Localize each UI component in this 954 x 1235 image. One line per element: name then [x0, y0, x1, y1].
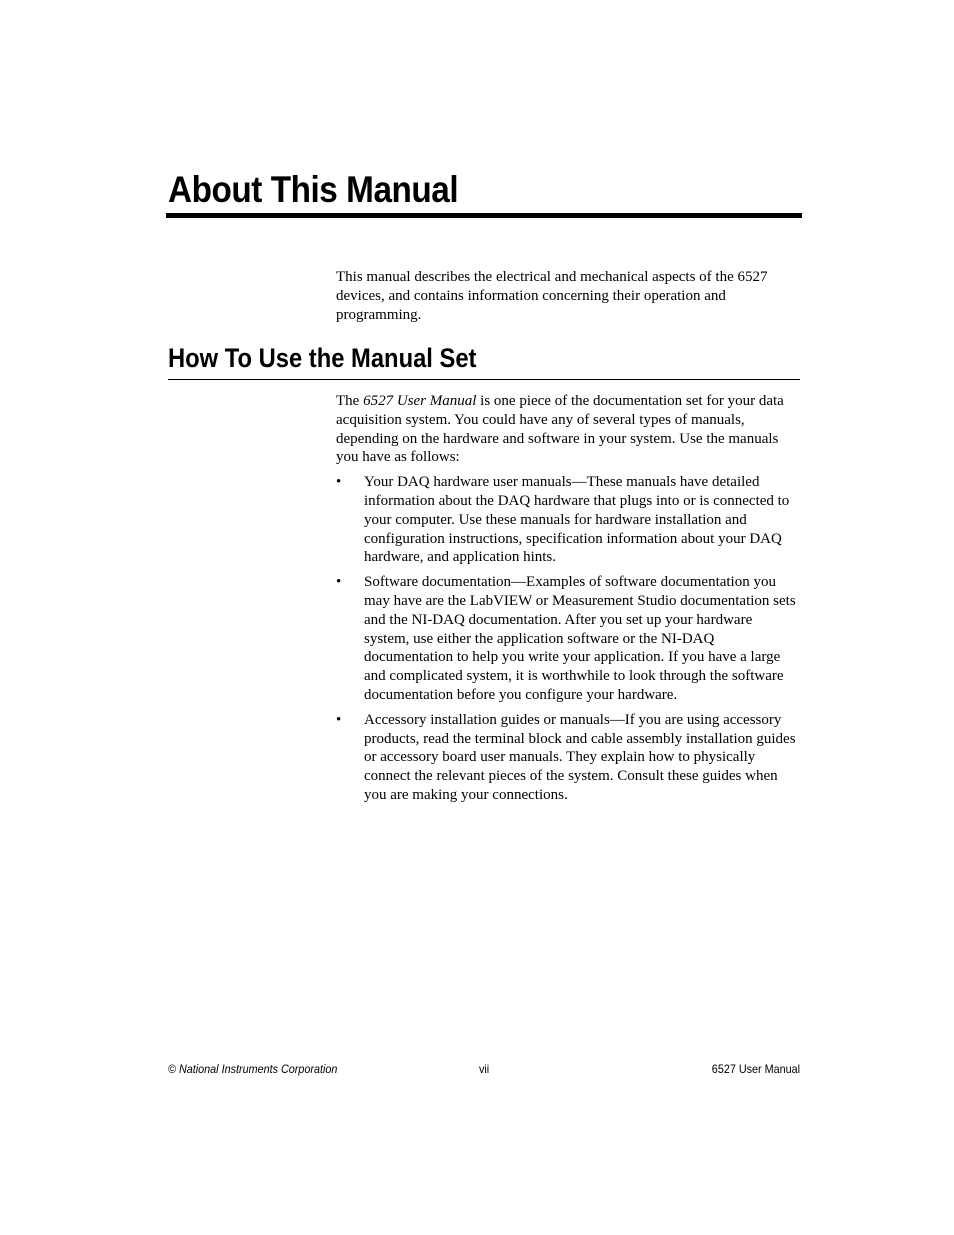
section-paragraph	[336, 392, 800, 467]
list-item	[336, 473, 800, 567]
footer-manual-title: 6527 User Manual	[711, 1062, 800, 1076]
manual-title-italic: 6527 User Manual	[363, 393, 477, 409]
list-item-text: Software documentation—Examples of software documentation you may have are the LabVIEW or Measurement Studio documentation sets and the NI-DAQ documentation. After you set up your hardware system, use either the application software or the NI-DAQ documentation to help you write your application. If you have a large and complicated system, it is worthwhile to look through the software documentation before you configure your hardware.	[364, 574, 796, 703]
section-title-rule	[168, 379, 800, 380]
bullet-icon: •	[336, 711, 342, 728]
section-body	[336, 392, 800, 811]
list-item-text: Your DAQ hardware user manuals—These manuals have detailed information about the DAQ hardware that plugs into or is connected to your computer. Use these manuals for hardware installation and configuration instructions, specification information about your DAQ hardware, and application hints.	[364, 474, 790, 566]
footer-copyright: © National Instruments Corporation	[168, 1062, 338, 1076]
bullet-icon: •	[336, 474, 342, 491]
bullet-list	[336, 473, 800, 805]
bullet-icon: •	[336, 574, 342, 591]
list-item-text: Accessory installation guides or manuals—If you are using accessory products, read the terminal block and cable assembly installation guides or accessory board user manuals. They explain how to physically connect the relevant pieces of the system. Consult these guides when you are making your connections.	[364, 711, 796, 803]
list-item	[336, 711, 800, 805]
chapter-title: About This Manual	[168, 169, 459, 210]
intro-paragraph: This manual describes the electrical and mechanical aspects of the 6527 devices, and contains information concerning their operation and programming.	[336, 269, 768, 323]
footer-page-number: vii	[479, 1062, 490, 1076]
list-item	[336, 573, 800, 705]
paragraph-prefix: The	[336, 393, 364, 409]
chapter-title-rule	[166, 213, 802, 218]
paragraph-rest: is one piece of the documentation set for your data acquisition system. You could have any of several types of manuals, depending on the hardware and software in your system. Use the manuals you have as follows:	[336, 393, 784, 466]
section-title: How To Use the Manual Set	[168, 343, 477, 373]
